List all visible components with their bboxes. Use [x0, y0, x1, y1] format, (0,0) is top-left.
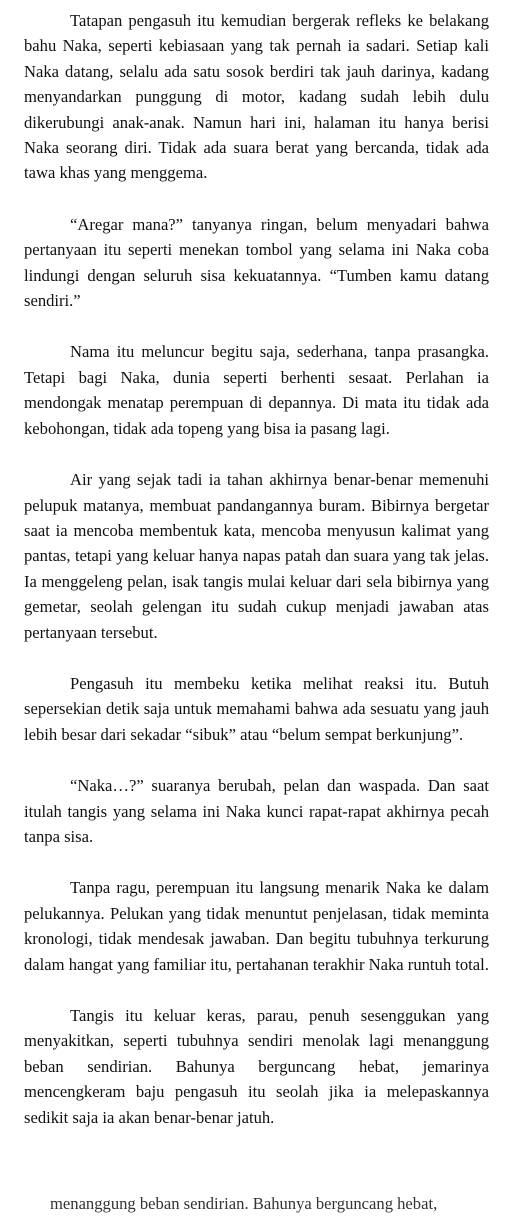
paragraph-3: Nama itu meluncur begitu saja, sederhana, tanpa prasangka. Tetapi bagi Naka, dunia seperti berhenti sesaat. Perlahan ia mendongak menatap perempuan di depannya. Di mata itu tidak ada kebohongan, tidak ada topeng yang bisa ia pasang lagi. — [24, 342, 489, 438]
cut-off-line-text: menanggung beban sendirian. Bahunya berguncang hebat, — [50, 1194, 438, 1213]
paragraph-4: Air yang sejak tadi ia tahan akhirnya benar-benar memenuhi pelupuk matanya, membuat pandangannya buram. Bibirnya bergetar saat ia mencoba membentuk kata, mencoba menyusun kalimat yang pantas, tetapi yang keluar hanya napas patah dan suara yang tak jelas. Ia menggeleng pelan, isak tangis mulai keluar dari sela bibirnya yang gemetar, seolah gelengan itu sudah cukup menjadi jawaban atas pertanyaan tersebut. — [24, 470, 489, 642]
paragraph-6: “Naka…?” suaranya berubah, pelan dan waspada. Dan saat itulah tangis yang selama ini Naka kunci rapat-rapat akhirnya pecah tanpa sisa. — [24, 776, 489, 846]
paragraph-5: Pengasuh itu membeku ketika melihat reaksi itu. Butuh sepersekian detik saja untuk memahami bahwa ada sesuatu yang jauh lebih besar dari sekadar “sibuk” atau “belum sempat berkunjung”. — [24, 673, 489, 744]
cut-off-line — [50, 1186, 490, 1213]
paragraph-2: “Aregar mana?” tanyanya ringan, belum menyadari bahwa pertanyaan itu seperti menekan tombol yang selama ini Naka coba lindungi dengan seluruh sisa kekuatannya. “Tumben kamu datang sendiri.” — [24, 214, 489, 311]
paragraph-1: Tatapan pengasuh itu kemudian bergerak refleks ke belakang bahu Naka, seperti kebiasaan yang tak pernah ia sadari. Setiap kali Naka datang, selalu ada satu sosok berdiri tak jauh darinya, kadang menyandarkan punggung di motor, kadang sudah lebih dulu dikerubungi anak-anak. Namun hari ini, halaman itu hanya berisi Naka seorang diri. Tidak ada suara berat yang bercanda, tidak ada tawa khas yang menggema. — [24, 11, 489, 183]
paragraph-7: Tanpa ragu, perempuan itu langsung menarik Naka ke dalam pelukannya. Pelukan yang tidak menuntut penjelasan, tidak meminta kronologi, tidak mendesak jawaban. Dan begitu tubuhnya terkurung dalam hangat yang familiar itu, pertahanan terakhir Naka runtuh total. — [24, 878, 489, 974]
story-text-column — [24, 8, 489, 1156]
paragraph-8: Tangis itu keluar keras, parau, penuh sesenggukan yang menyakitkan, seperti tubuhnya sendiri menolak lagi menanggung beban sendirian. Bahunya berguncang hebat, jemarinya mencengkeram baju pengasuh itu seolah jika ia melepaskannya sedikit saja ia akan benar-benar jatuh. — [24, 1006, 489, 1127]
